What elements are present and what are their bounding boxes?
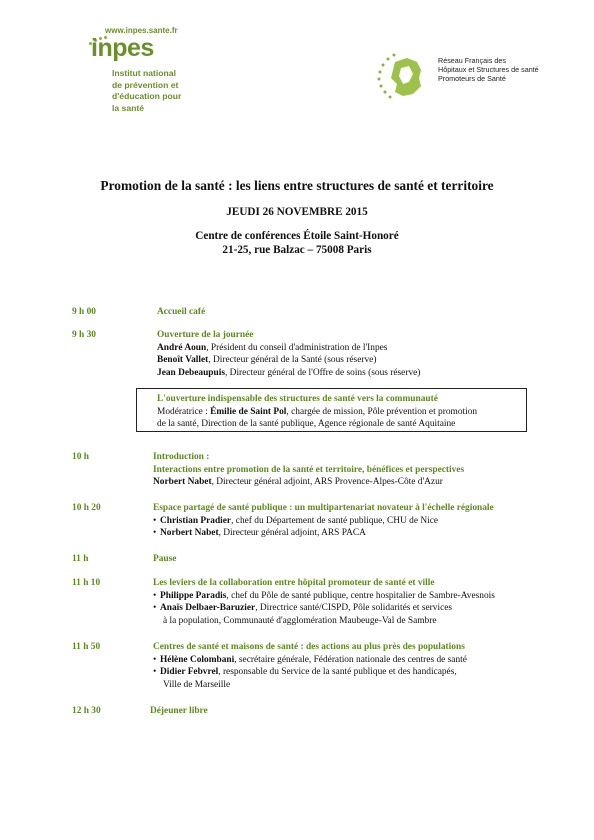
france-map-icon — [373, 46, 433, 106]
program-item-title: Pause — [153, 554, 177, 564]
program-item-pause — [153, 553, 176, 566]
speaker-line: • Norbert Nabet, Directeur général adjoint, ARS PACA — [153, 528, 366, 539]
speaker-line: • Anaïs Delbaer-Baruzier, Directrice santé/CISPD, Pôle solidarités et services — [153, 603, 453, 614]
speaker-line: • Didier Febvrel, responsable du Service de la santé publique et des handicapés, — [153, 667, 457, 678]
time-slot: 11 h — [72, 554, 89, 564]
speaker-line: • Philippe Paradis, chef du Pôle de santé publique, centre hospitalier de Sambre-Avesnois — [153, 590, 495, 601]
moderator-line: Modératrice : Émilie de Saint Pol, chargée de mission, Pôle prévention et promotion — [157, 406, 478, 417]
inpes-url: www.inpes.sante.fr — [105, 26, 178, 35]
venue — [0, 229, 594, 257]
speaker-line: André Aoun, Président du conseil d'administration de l'Inpes — [157, 342, 388, 353]
program-item-title: L'ouverture indispensable des structures de santé vers la communauté — [157, 394, 438, 404]
time-slot: 11 h 50 — [72, 642, 101, 652]
time-slot: 10 h — [72, 452, 89, 462]
venue-address: 21-25, rue Balzac – 75008 Paris — [222, 244, 372, 256]
program-item-leviers — [153, 577, 495, 627]
time-slot: 11 h 10 — [72, 578, 101, 588]
inpes-wordmark: inpes — [91, 34, 154, 62]
inpes-logo — [83, 26, 193, 126]
program-item-accueil — [157, 306, 205, 319]
speaker-line: Jean Debeaupuis, Directeur général de l'Offre de soins (sous réserve) — [157, 367, 421, 378]
moderator-line: de la santé, Direction de la santé publique, Agence régionale de santé Aquitaine — [157, 419, 456, 430]
speaker-line: Benoît Vallet, Directeur général de la Santé (sous réserve) — [157, 355, 377, 366]
program-item-title: Déjeuner libre — [150, 706, 208, 716]
time-slot: 12 h 30 — [72, 706, 101, 716]
reseau-logo — [373, 46, 573, 106]
program-item-title: Introduction : — [153, 452, 210, 462]
program-item-title: Accueil café — [157, 307, 206, 317]
page-title: Promotion de la santé : les liens entre structures de santé et territoire — [100, 178, 494, 193]
program-item-centres-sante — [153, 641, 467, 691]
speaker-line: Ville de Marseille — [163, 679, 231, 690]
time-slot: 9 h 00 — [72, 307, 96, 317]
time-slot: 10 h 20 — [72, 503, 101, 513]
speaker-line: • Hélène Colombani, secrétaire générale, Fédération nationale des centres de santé — [153, 654, 467, 665]
speaker-line: à la population, Communauté d'agglomération Maubeuge-Val de Sambre — [163, 615, 437, 626]
program-item-espace-partage — [153, 502, 494, 540]
time-slot: 9 h 30 — [72, 330, 96, 340]
inpes-subtitle: Institut national de prévention et d'éducation pour la santé — [112, 68, 182, 113]
program-item-introduction — [153, 451, 464, 489]
program-item-dejeuner — [150, 705, 208, 718]
program-item-subtitle: Interactions entre promotion de la santé et territoire, bénéfices et perspectives — [153, 464, 465, 475]
speaker-line: • Christian Pradier, chef du Département de santé publique, CHU de Nice — [153, 515, 439, 526]
program-item-ouverture — [157, 329, 420, 379]
program-item-title: Les leviers de la collaboration entre hôpital promoteur de santé et ville — [153, 578, 435, 588]
venue-name: Centre de conférences Étoile Saint-Honoré — [195, 230, 399, 242]
program-item-ouverture-communaute — [157, 393, 477, 431]
program-item-title: Centres de santé et maisons de santé : des actions au plus près des populations — [153, 642, 465, 652]
reseau-name: Réseau Français des Hôpitaux et Structures de santé Promoteurs de Santé — [438, 56, 539, 84]
program-item-title: Ouverture de la journée — [157, 330, 254, 340]
speaker-line: Norbert Nabet, Directeur général adjoint, ARS Provence-Alpes-Côte d'Azur — [153, 477, 443, 488]
program-item-title: Espace partagé de santé publique : un multipartenariat novateur à l'échelle régionale — [153, 503, 494, 513]
event-date: JEUDI 26 NOVEMBRE 2015 — [226, 206, 368, 218]
